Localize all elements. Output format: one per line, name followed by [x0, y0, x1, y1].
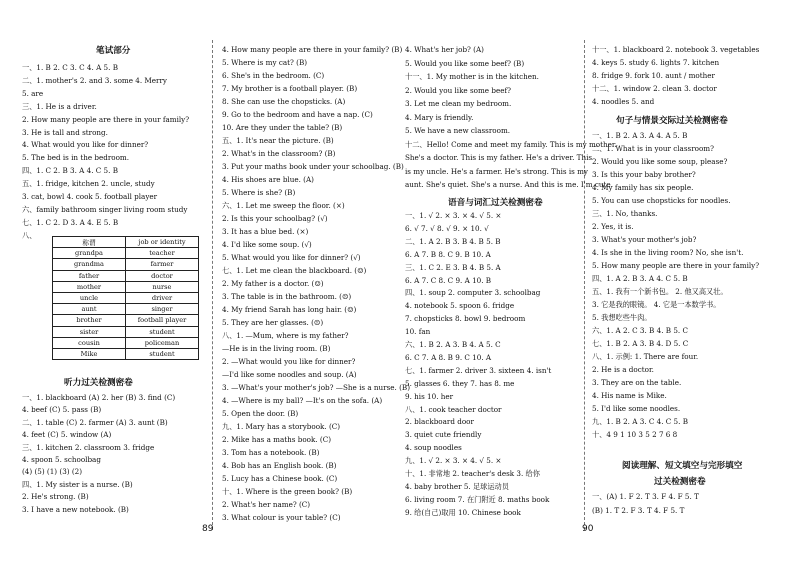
- answer-line: 3. Is this your baby brother?: [592, 170, 696, 179]
- table-cell-job: teacher: [126, 248, 199, 259]
- table-row: [53, 292, 199, 303]
- page-number-left: 89: [202, 524, 214, 534]
- answer-line: 十一、1. blackboard 2. notebook 3. vegetables: [592, 45, 760, 54]
- answer-line: is my uncle. He's a farmer. He's strong. This is my: [405, 166, 588, 176]
- answer-line: 4. My family has six people.: [592, 183, 694, 192]
- answer-line: 5. I'd like some noodles.: [592, 404, 681, 413]
- answer-line: aunt. She's quiet. She's a nurse. And this is me. I'm cute.: [405, 180, 613, 189]
- answer-line: 4. How many people are there in your family? (B): [222, 45, 403, 54]
- table-cell-job: doctor: [126, 270, 199, 281]
- answer-line: 八、1. 示例: 1. There are four.: [592, 352, 699, 361]
- answer-line: 5. Would you like some beef? (B): [405, 58, 525, 68]
- answer-line: 4. Bob has an English book. (B): [222, 461, 337, 470]
- answer-line: 4. My friend Sarah has long hair. (☺): [222, 305, 357, 314]
- answer-line: 5. 我想吃些牛肉。: [592, 313, 652, 322]
- answer-line: 十、1. Where is the green book? (B): [222, 487, 353, 496]
- answer-line: 十一、1. My mother is in the kitchen.: [405, 72, 539, 81]
- table-cell-job: student: [126, 348, 199, 359]
- table-cell-relation: mother: [53, 281, 126, 292]
- answer-line: 一、1. blackboard (A) 2. her (B) 3. find (C): [22, 393, 176, 402]
- answer-line: 一、(A) 1. F 2. T 3. F 4. F 5. T: [592, 492, 699, 501]
- answer-line: 4. What's her job? (A): [405, 45, 484, 54]
- answer-line: 四、1. My sister is a nurse. (B): [22, 479, 133, 489]
- answer-line: —He is in the living room. (B): [222, 344, 331, 353]
- table-cell-job: singer: [126, 304, 199, 315]
- answer-line: 十二、1. window 2. clean 3. doctor: [592, 83, 717, 93]
- answer-line: 4. notebook 5. spoon 6. fridge: [405, 301, 515, 311]
- column-divider-1: [212, 40, 213, 530]
- answer-line: 8. fridge 9. fork 10. aunt / mother: [592, 70, 715, 80]
- col3-heading: 语音与词汇过关检测密卷: [448, 198, 543, 208]
- answer-line: 4. His name is Mike.: [592, 391, 667, 400]
- table-cell-relation: father: [53, 270, 126, 281]
- answer-line: 5. Where is she? (B): [222, 188, 296, 197]
- answer-line: 三、1. C 2. E 3. B 4. B 5. A: [405, 262, 501, 272]
- table-cell-job: student: [126, 326, 199, 337]
- answer-line: 四、1. A 2. B 3. A 4. C 5. B: [592, 274, 688, 283]
- answer-line: 十、1. 非常地 2. teacher's desk 3. 给你: [405, 469, 540, 478]
- answer-line: 5. The bed is in the bedroom.: [22, 153, 130, 163]
- answer-line: 四、1. soup 2. computer 3. schoolbag: [405, 288, 541, 298]
- table-row: [53, 237, 199, 248]
- answer-line: 6. A 7. B 8. C 9. B 10. A: [405, 249, 491, 259]
- answer-line: 二、1. A 2. B 3. B 4. B 5. B: [405, 236, 501, 246]
- table-row: [53, 259, 199, 270]
- table-row: [53, 248, 199, 259]
- table-cell-relation: uncle: [53, 292, 126, 303]
- answer-line: 六、family bathroom singer living room study: [22, 204, 188, 214]
- answer-line: 3. What colour is your table? (C): [222, 513, 341, 522]
- answer-line: 七、1. Let me clean the blackboard. (☺): [222, 266, 367, 275]
- answer-line: 6. √ 7. √ 8. √ 9. × 10. √: [405, 223, 489, 233]
- answer-line: 3. The table is in the bathroom. (☹): [222, 292, 352, 301]
- answer-line: 二、1. table (C) 2. farmer (A) 3. aunt (B): [22, 417, 168, 427]
- col4-heading-reading-b: 过关检测密卷: [654, 477, 706, 487]
- answer-line: 3. Let me clean my bedroom.: [405, 99, 512, 108]
- col4-heading-reading-a: 阅读理解、短文填空与完形填空: [622, 461, 743, 471]
- answer-line: 9. 给(自己)取用 10. Chinese book: [405, 507, 521, 517]
- answer-line: 5. glasses 6. they 7. has 8. me: [405, 378, 515, 388]
- answer-line: 4. feet (C) 5. window (A): [22, 430, 112, 440]
- table-row: [53, 281, 199, 292]
- answer-line: 七、1. farmer 2. driver 3. sixteen 4. isn't: [405, 365, 552, 375]
- answer-line: 八、: [22, 230, 37, 240]
- answer-line: 2. Yes, it is.: [592, 222, 634, 231]
- answer-line: 一、1. √ 2. × 3. × 4. √ 5. ×: [405, 211, 502, 220]
- table-row: [53, 348, 199, 359]
- table-cell-job: driver: [126, 292, 199, 303]
- answer-line: 3. It has a blue bed. (×): [222, 227, 309, 236]
- answer-line: 2. My father is a doctor. (☺): [222, 279, 324, 288]
- table-row: [53, 270, 199, 281]
- table-row: [53, 337, 199, 348]
- col1-heading: 笔试部分: [96, 46, 131, 56]
- answer-line: 5. They are her glasses. (☹): [222, 318, 324, 327]
- answer-line: She's a doctor. This is my father. He's a driver. This: [405, 153, 593, 162]
- table-row: [53, 326, 199, 337]
- answer-line: 4. keys 5. study 6. lights 7. kitchen: [592, 57, 720, 67]
- table-cell-relation: cousin: [53, 337, 126, 348]
- answer-line: 2. Mike has a maths book. (C): [222, 435, 332, 444]
- table-cell-job: job or identity: [126, 237, 199, 248]
- answer-line: —I'd like some noodles and soup. (A): [222, 370, 357, 379]
- answer-line: 10. fan: [405, 327, 431, 337]
- answer-line: 2. Would you like some beef?: [405, 85, 511, 95]
- answer-line: 4. spoon 5. schoolbag: [22, 455, 101, 464]
- answer-line: 3. Put your maths book under your schoolbag. (B): [222, 162, 404, 171]
- answer-line: 5. You can use chopsticks for noodles.: [592, 196, 731, 205]
- answer-line: 4. noodles 5. and: [592, 96, 655, 106]
- answer-line: 2. What's her name? (C): [222, 500, 311, 509]
- answer-line: 2. —What would you like for dinner?: [222, 357, 356, 366]
- answer-line: 五、1. fridge, kitchen 2. uncle, study: [22, 179, 155, 189]
- answer-line: 十二、Hello! Come and meet my family. This is my mother.: [405, 139, 617, 149]
- answer-line: 3. cat, bowl 4. cook 5. football player: [22, 192, 158, 201]
- answer-line: 2. blackboard door: [405, 417, 474, 427]
- answer-line: 3. quiet cute friendly: [405, 430, 482, 440]
- table-cell-relation: grandma: [53, 259, 126, 270]
- col4-heading: 句子与情景交际过关检测密卷: [616, 116, 728, 126]
- answer-line: 4. beef (C) 5. pass (B): [22, 405, 102, 415]
- answer-line: 3. 它是我的眼镜。 4. 它是一本数学书。: [592, 300, 721, 309]
- answer-line: 3. He is tall and strong.: [22, 127, 108, 137]
- answer-line: 八、1. —Mum, where is my father?: [222, 331, 349, 340]
- table-cell-job: nurse: [126, 281, 199, 292]
- kinship-job-table: [52, 236, 199, 360]
- table-cell-job: farmer: [126, 259, 199, 270]
- answer-line: 五、1. 我有一个新书包。 2. 他又高又壮。: [592, 287, 728, 296]
- page-number-right: 90: [582, 524, 594, 534]
- answer-line: 3. What's your mother's job?: [592, 235, 697, 244]
- answer-line: 六、1. A 2. C 3. B 4. B 5. C: [592, 326, 688, 335]
- table-row: [53, 304, 199, 315]
- answer-line: 5. Open the door. (B): [222, 409, 299, 418]
- answer-line: 5. How many people are there in your family?: [592, 261, 760, 270]
- answer-line: 2. Would you like some soup, please?: [592, 157, 728, 166]
- answer-line: 三、1. He is a driver.: [22, 101, 97, 111]
- answer-line: 5. Lucy has a Chinese book. (C): [222, 474, 338, 483]
- answer-line: 六、1. B 2. A 3. B 4. A 5. C: [405, 340, 501, 349]
- answer-line: 2. What's in the classroom? (B): [222, 149, 336, 158]
- table-cell-job: policeman: [126, 337, 199, 348]
- answer-line: 6. A 7. C 8. C 9. A 10. B: [405, 275, 492, 285]
- col1-heading-listening: 听力过关检测密卷: [64, 378, 133, 388]
- answer-line: 三、1. kitchen 2. classroom 3. fridge: [22, 442, 155, 452]
- answer-line: 3. They are on the table.: [592, 378, 682, 387]
- table-cell-relation: aunt: [53, 304, 126, 315]
- answer-line: 3. —What's your mother's job? —She is a nurse. (B): [222, 383, 411, 392]
- answer-line: 九、1. Mary has a storybook. (C): [222, 422, 341, 431]
- table-row: [53, 315, 199, 326]
- table-cell-relation: Mike: [53, 348, 126, 359]
- answer-line: 2. Is this your schoolbag? (√): [222, 214, 328, 223]
- answer-line: 5. What would you like for dinner? (√): [222, 253, 361, 262]
- answer-line: 4. What would you like for dinner?: [22, 140, 149, 150]
- answer-line: 2. How many people are there in your family?: [22, 114, 190, 124]
- answer-line: 10. Are they under the table? (B): [222, 123, 343, 132]
- table-cell-relation: brother: [53, 315, 126, 326]
- answer-line: 4. Mary is friendly.: [405, 112, 474, 122]
- answer-line: 4. I'd like some soup. (√): [222, 240, 312, 249]
- answer-line: 6. living room 7. 在门附近 8. maths book: [405, 494, 550, 504]
- table-cell-relation: sister: [53, 326, 126, 337]
- answer-line: 十、4 9 1 10 3 5 2 7 6 8: [592, 430, 678, 439]
- answer-line: 6. She's in the bedroom. (C): [222, 71, 325, 80]
- answer-line: 5. We have a new classroom.: [405, 126, 511, 135]
- answer-line: 9. Go to the bedroom and have a nap. (C): [222, 110, 373, 119]
- table-cell-job: football player: [126, 315, 199, 326]
- answer-line: 三、1. No, thanks.: [592, 209, 658, 218]
- answer-line: 九、1. B 2. A 3. C 4. C 5. B: [592, 417, 688, 426]
- answer-line: 五、1. It's near the picture. (B): [222, 136, 334, 145]
- answer-line: 七、1. C 2. D 3. A 4. E 5. B: [22, 217, 119, 227]
- answer-line: 四、1. C 2. B 3. A 4. C 5. B: [22, 166, 118, 176]
- answer-line: 7. chopsticks 8. bowl 9. bedroom: [405, 314, 526, 324]
- answer-line: 3. I have a new notebook. (B): [22, 504, 129, 514]
- table-cell-relation: grandpa: [53, 248, 126, 259]
- answer-line: 4. Is she in the living room? No, she isn't.: [592, 248, 744, 257]
- answer-line: 7. My brother is a football player. (B): [222, 84, 358, 93]
- answer-line: 4. His shoes are blue. (A): [222, 175, 314, 184]
- answer-line: 2. He's strong. (B): [22, 492, 89, 502]
- table-cell-relation: 称谓: [53, 237, 126, 248]
- answer-line: 5. are: [22, 88, 44, 98]
- answer-line: 4. soup noodles: [405, 443, 462, 453]
- answer-line: 二、1. mother's 2. and 3. some 4. Merry: [22, 75, 167, 85]
- answer-line: 8. She can use the chopsticks. (A): [222, 97, 346, 106]
- answer-line: 一、1. B 2. A 3. A 4. A 5. B: [592, 131, 688, 140]
- answer-line: 六、1. Let me sweep the floor. (×): [222, 201, 345, 210]
- answer-line: 4. —Where is my ball? —It's on the sofa. (A): [222, 396, 383, 405]
- answer-line: 2. He is a doctor.: [592, 365, 654, 374]
- answer-line: 3. Tom has a notebook. (B): [222, 448, 320, 457]
- answer-line: (4) (5) (1) (3) (2): [22, 467, 83, 477]
- answer-line: 4. baby brother 5. 足球运动员: [405, 481, 509, 491]
- answer-line: 9. his 10. her: [405, 391, 454, 401]
- column-divider-3: [584, 40, 585, 530]
- answer-line: 5. Where is my cat? (B): [222, 58, 308, 67]
- answer-line: 二、1. What is in your classroom?: [592, 144, 714, 153]
- answer-line: (B) 1. T 2. F 3. T 4. F 5. T: [592, 506, 685, 515]
- answer-line: 6. C 7. A 8. B 9. C 10. A: [405, 352, 492, 362]
- answer-line: 一、1. B 2. C 3. C 4. A 5. B: [22, 63, 118, 72]
- answer-line: 七、1. B 2. A 3. B 4. D 5. C: [592, 339, 689, 348]
- answer-line: 八、1. cook teacher doctor: [405, 404, 502, 414]
- answer-line: 九、1. √ 2. × 3. × 4. √ 5. ×: [405, 456, 502, 466]
